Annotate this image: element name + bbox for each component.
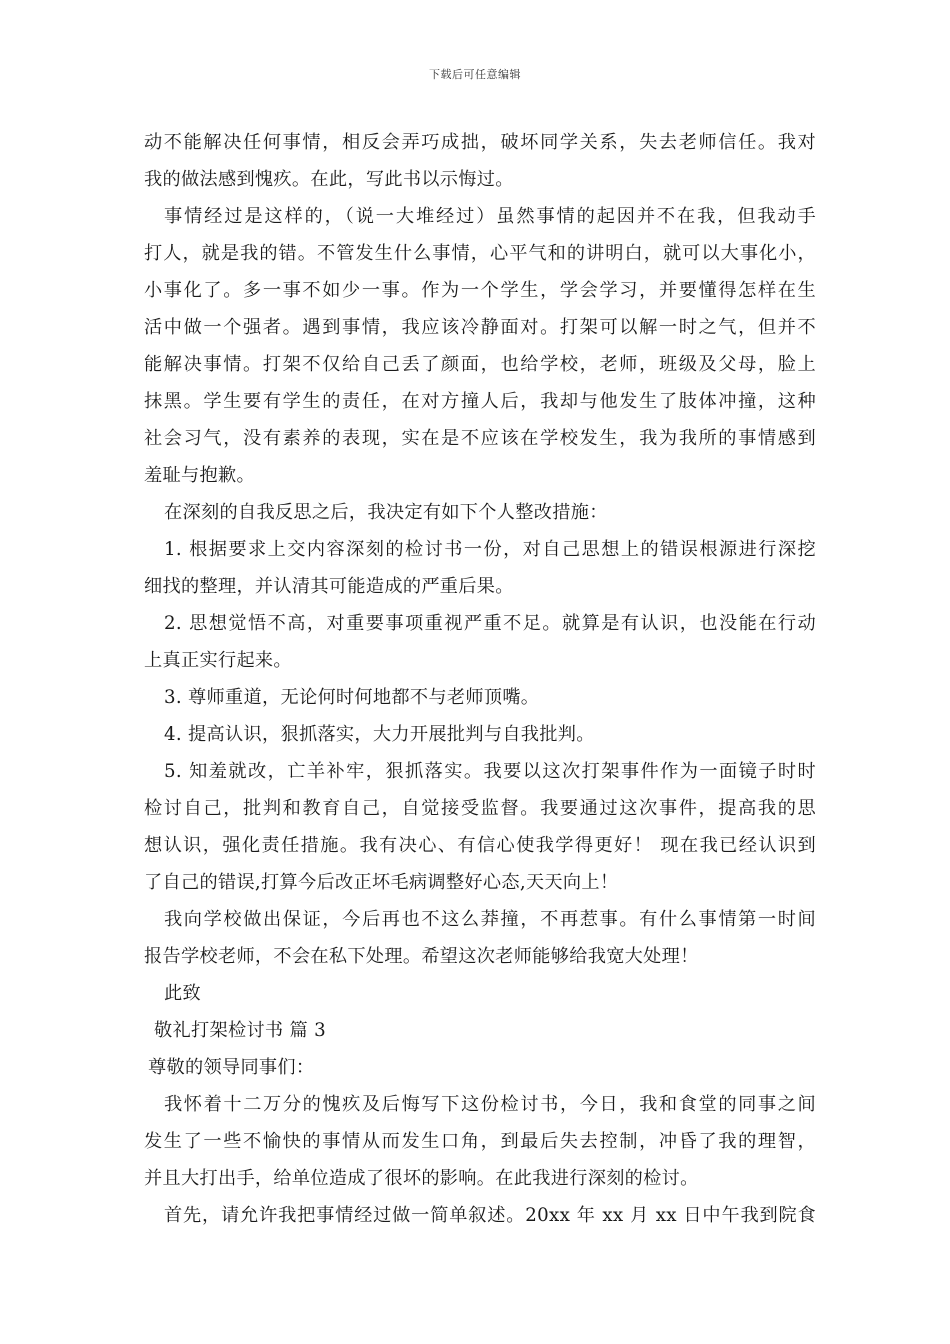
closing-salutation: 此致	[164, 983, 201, 1004]
text-line: 抹黑。学生要有学生的责任，在对方撞人后，我却与他发生了肢体冲撞，这种	[144, 391, 816, 412]
paragraph-start: 事情经过是这样的，（说一大堆经过）虽然事情的起因并不在我，但我动手	[164, 206, 816, 227]
text-line: 了自己的错误,打算今后改正坏毛病调整好心态,天天向上！	[144, 872, 619, 893]
text-line: 动不能解决任何事情，相反会弄巧成拙，破坏同学关系，失去老师信任。我对	[144, 132, 816, 153]
text-line: 上真正实行起来。	[144, 650, 292, 671]
text-line: 活中做一个强者。遇到事情，我应该冷静面对。打架可以解一时之气，但并不	[144, 317, 816, 338]
section-title: 敬礼打架检讨书 篇 3	[154, 1020, 326, 1041]
paragraph-start: 在深刻的自我反思之后，我决定有如下个人整改措施：	[164, 502, 608, 523]
text-line: 我的做法感到愧疚。在此，写此书以示悔过。	[144, 169, 514, 190]
text-line: 报告学校老师，不会在私下处理。希望这次老师能够给我宽大处理！	[144, 946, 699, 967]
paragraph-start: 我向学校做出保证，今后再也不这么莽撞，不再惹事。有什么事情第一时间	[164, 909, 816, 930]
header-note: 下载后可任意编辑	[429, 68, 521, 81]
list-item-3: 3. 尊师重道，无论何时何地都不与老师顶嘴。	[164, 687, 540, 708]
text-line: 社会习气，没有素养的表现，实在是不应该在学校发生，我为我所的事情感到	[144, 428, 816, 449]
text-line: 细找的整理，并认清其可能造成的严重后果。	[144, 576, 514, 597]
paragraph-start: 首先，请允许我把事情经过做一简单叙述。20xx 年 xx 月 xx 日中午我到院食	[164, 1205, 816, 1226]
list-item-1: 1. 根据要求上交内容深刻的检讨书一份，对自己思想上的错误根源进行深挖	[164, 539, 816, 560]
text-line: 羞耻与抱歉。	[144, 465, 255, 486]
text-line: 打人，就是我的错。不管发生什么事情，心平气和的讲明白，就可以大事化小，	[144, 243, 816, 264]
list-item-5: 5. 知羞就改，亡羊补牢，狠抓落实。我要以这次打架事件作为一面镜子时时	[164, 761, 816, 782]
text-line: 小事化了。多一事不如少一事。作为一个学生，学会学习，并要懂得怎样在生	[144, 280, 816, 301]
paragraph-start: 我怀着十二万分的愧疚及后悔写下这份检讨书，今日，我和食堂的同事之间	[164, 1094, 816, 1115]
text-line: 想认识，强化责任措施。我有决心、有信心使我学得更好！ 现在我已经认识到	[144, 835, 816, 856]
text-line: 检讨自己，批判和教育自己，自觉接受监督。我要通过这次事件，提高我的思	[144, 798, 816, 819]
text-line: 能解决事情。打架不仅给自己丢了颜面，也给学校，老师，班级及父母，脸上	[144, 354, 816, 375]
text-line: 并且大打出手，给单位造成了很坏的影响。在此我进行深刻的检讨。	[144, 1168, 699, 1189]
letter-greeting: 尊敬的领导同事们：	[148, 1057, 315, 1078]
list-item-4: 4. 提高认识，狠抓落实，大力开展批判与自我批判。	[164, 724, 595, 745]
list-item-2: 2. 思想觉悟不高，对重要事项重视严重不足。就算是有认识，也没能在行动	[164, 613, 816, 634]
document-body	[144, 124, 816, 1234]
text-line: 发生了一些不愉快的事情从而发生口角，到最后失去控制，冲昏了我的理智，	[144, 1131, 816, 1152]
